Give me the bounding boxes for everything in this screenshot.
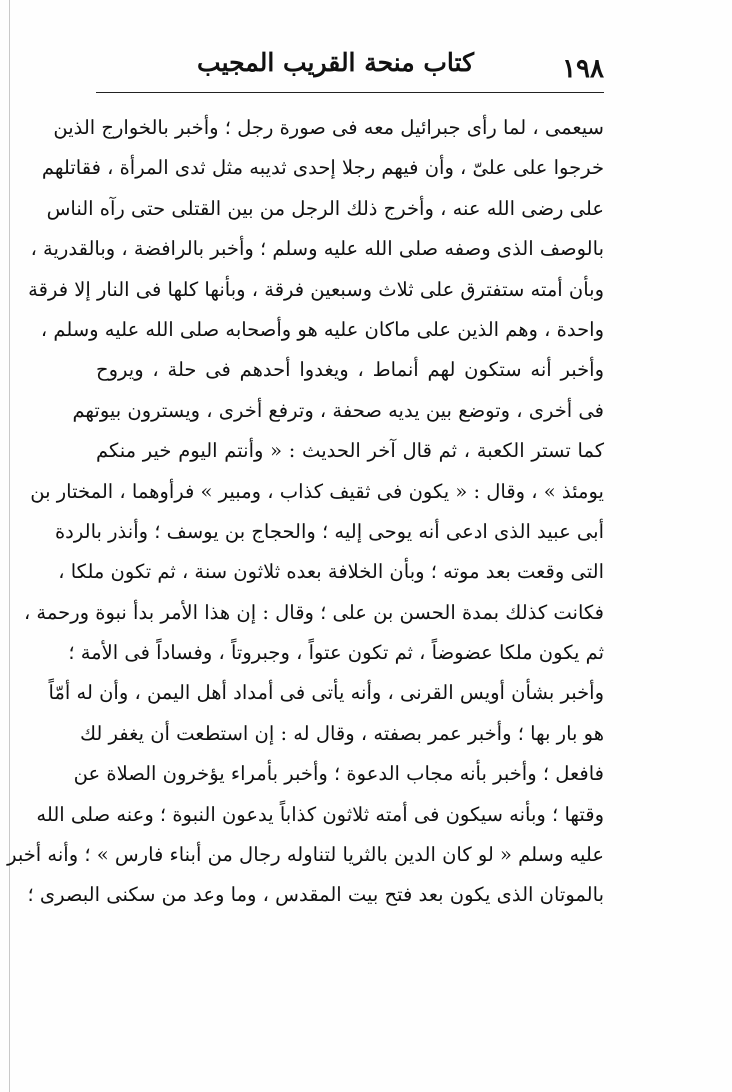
text-line: كما تستر الكعبة ، ثم قال آخر الحديث : « وأنتم اليوم خير منكم [96,439,604,463]
text-line: هو بار بها ؛ وأخبر عمر بصفته ، وقال له : إن استطعت أن يغفر لك [79,721,604,745]
text-line: وأخبر بشأن أويس القرنى ، وأنه يأتى فى أمداد أهل اليمن ، وأن له أمّاً [48,681,604,705]
text-line: وبأن أمته ستفترق على ثلاث وسبعين فرقة ، وبأنها كلها فى النار إلا فرقة [28,277,604,301]
text-line: عليه وسلم « لو كان الدين بالثريا لتناوله رجال من أبناء فارس » ؛ وأنه أخبر [7,843,604,867]
book-title: كتاب منحة القريب المجيب [197,48,474,77]
page-edge-line [9,0,10,1092]
text-line: فى أخرى ، وتوضع بين يديه صحفة ، وترفع أخرى ، ويسترون بيوتهم [72,398,604,422]
page-number: ١٩٨ [562,54,604,84]
text-line: واحدة ، وهم الذين على ماكان عليه هو وأصحابه صلى الله عليه وسلم ، [40,317,604,341]
body-text [7,108,604,916]
text-line: على رضى الله عنه ، وأخرج ذلك الرجل من بين القتلى حتى رآه الناس [46,196,604,220]
text-line: فافعل ؛ وأخبر بأنه مجاب الدعوة ؛ وأخبر بأمراء يؤخرون الصلاة عن [73,762,604,786]
header-rule [96,92,604,93]
text-line: التى وقعت بعد موته ؛ وبأن الخلافة بعده ثلاثون سنة ، ثم تكون ملكا ، [58,560,604,584]
text-line: بالموتان الذى يكون بعد فتح بيت المقدس ، وما وعد من سكنى البصرى ؛ [27,883,604,907]
text-line: وقتها ؛ وبأنه سيكون فى أمته ثلاثون كذاباً يدعون النبوة ؛ وعنه صلى الله [36,802,604,826]
text-line: يومئذ » ، وقال : « يكون فى ثقيف كذاب ، ومبير » فرأوهما ، المختار بن [30,479,604,503]
text-line: خرجوا على علىّ ، وأن فيهم رجلا إحدى ثديبه مثل ثدى المرأة ، فقاتلهم [41,156,604,180]
text-line: ثم يكون ملكا عضوضاً ، ثم تكون عتواً ، وجبروتاً ، وفساداً فى الأمة ؛ [68,641,604,665]
text-line: سيعمى ، لما رأى جبرائيل معه فى صورة رجل ؛ وأخبر بالخوارج الذين [53,116,604,139]
text-line: فكانت كذلك بمدة الحسن بن على ؛ وقال : إن هذا الأمر بدأ نبوة ورحمة ، [23,600,604,624]
text-line: وأخبر أنه ستكون لهم أنماط ، ويغدوا أحدهم فى حلة ، ويروح [96,358,604,382]
page-header [96,46,604,94]
text-line: بالوصف الذى وصفه صلى الله عليه وسلم ؛ وأخبر بالرافضة ، وبالقدرية ، [30,237,604,261]
text-line: أبى عبيد الذى ادعى أنه يوحى إليه ؛ والحجاج بن يوسف ؛ وأنذر بالردة [54,519,604,543]
